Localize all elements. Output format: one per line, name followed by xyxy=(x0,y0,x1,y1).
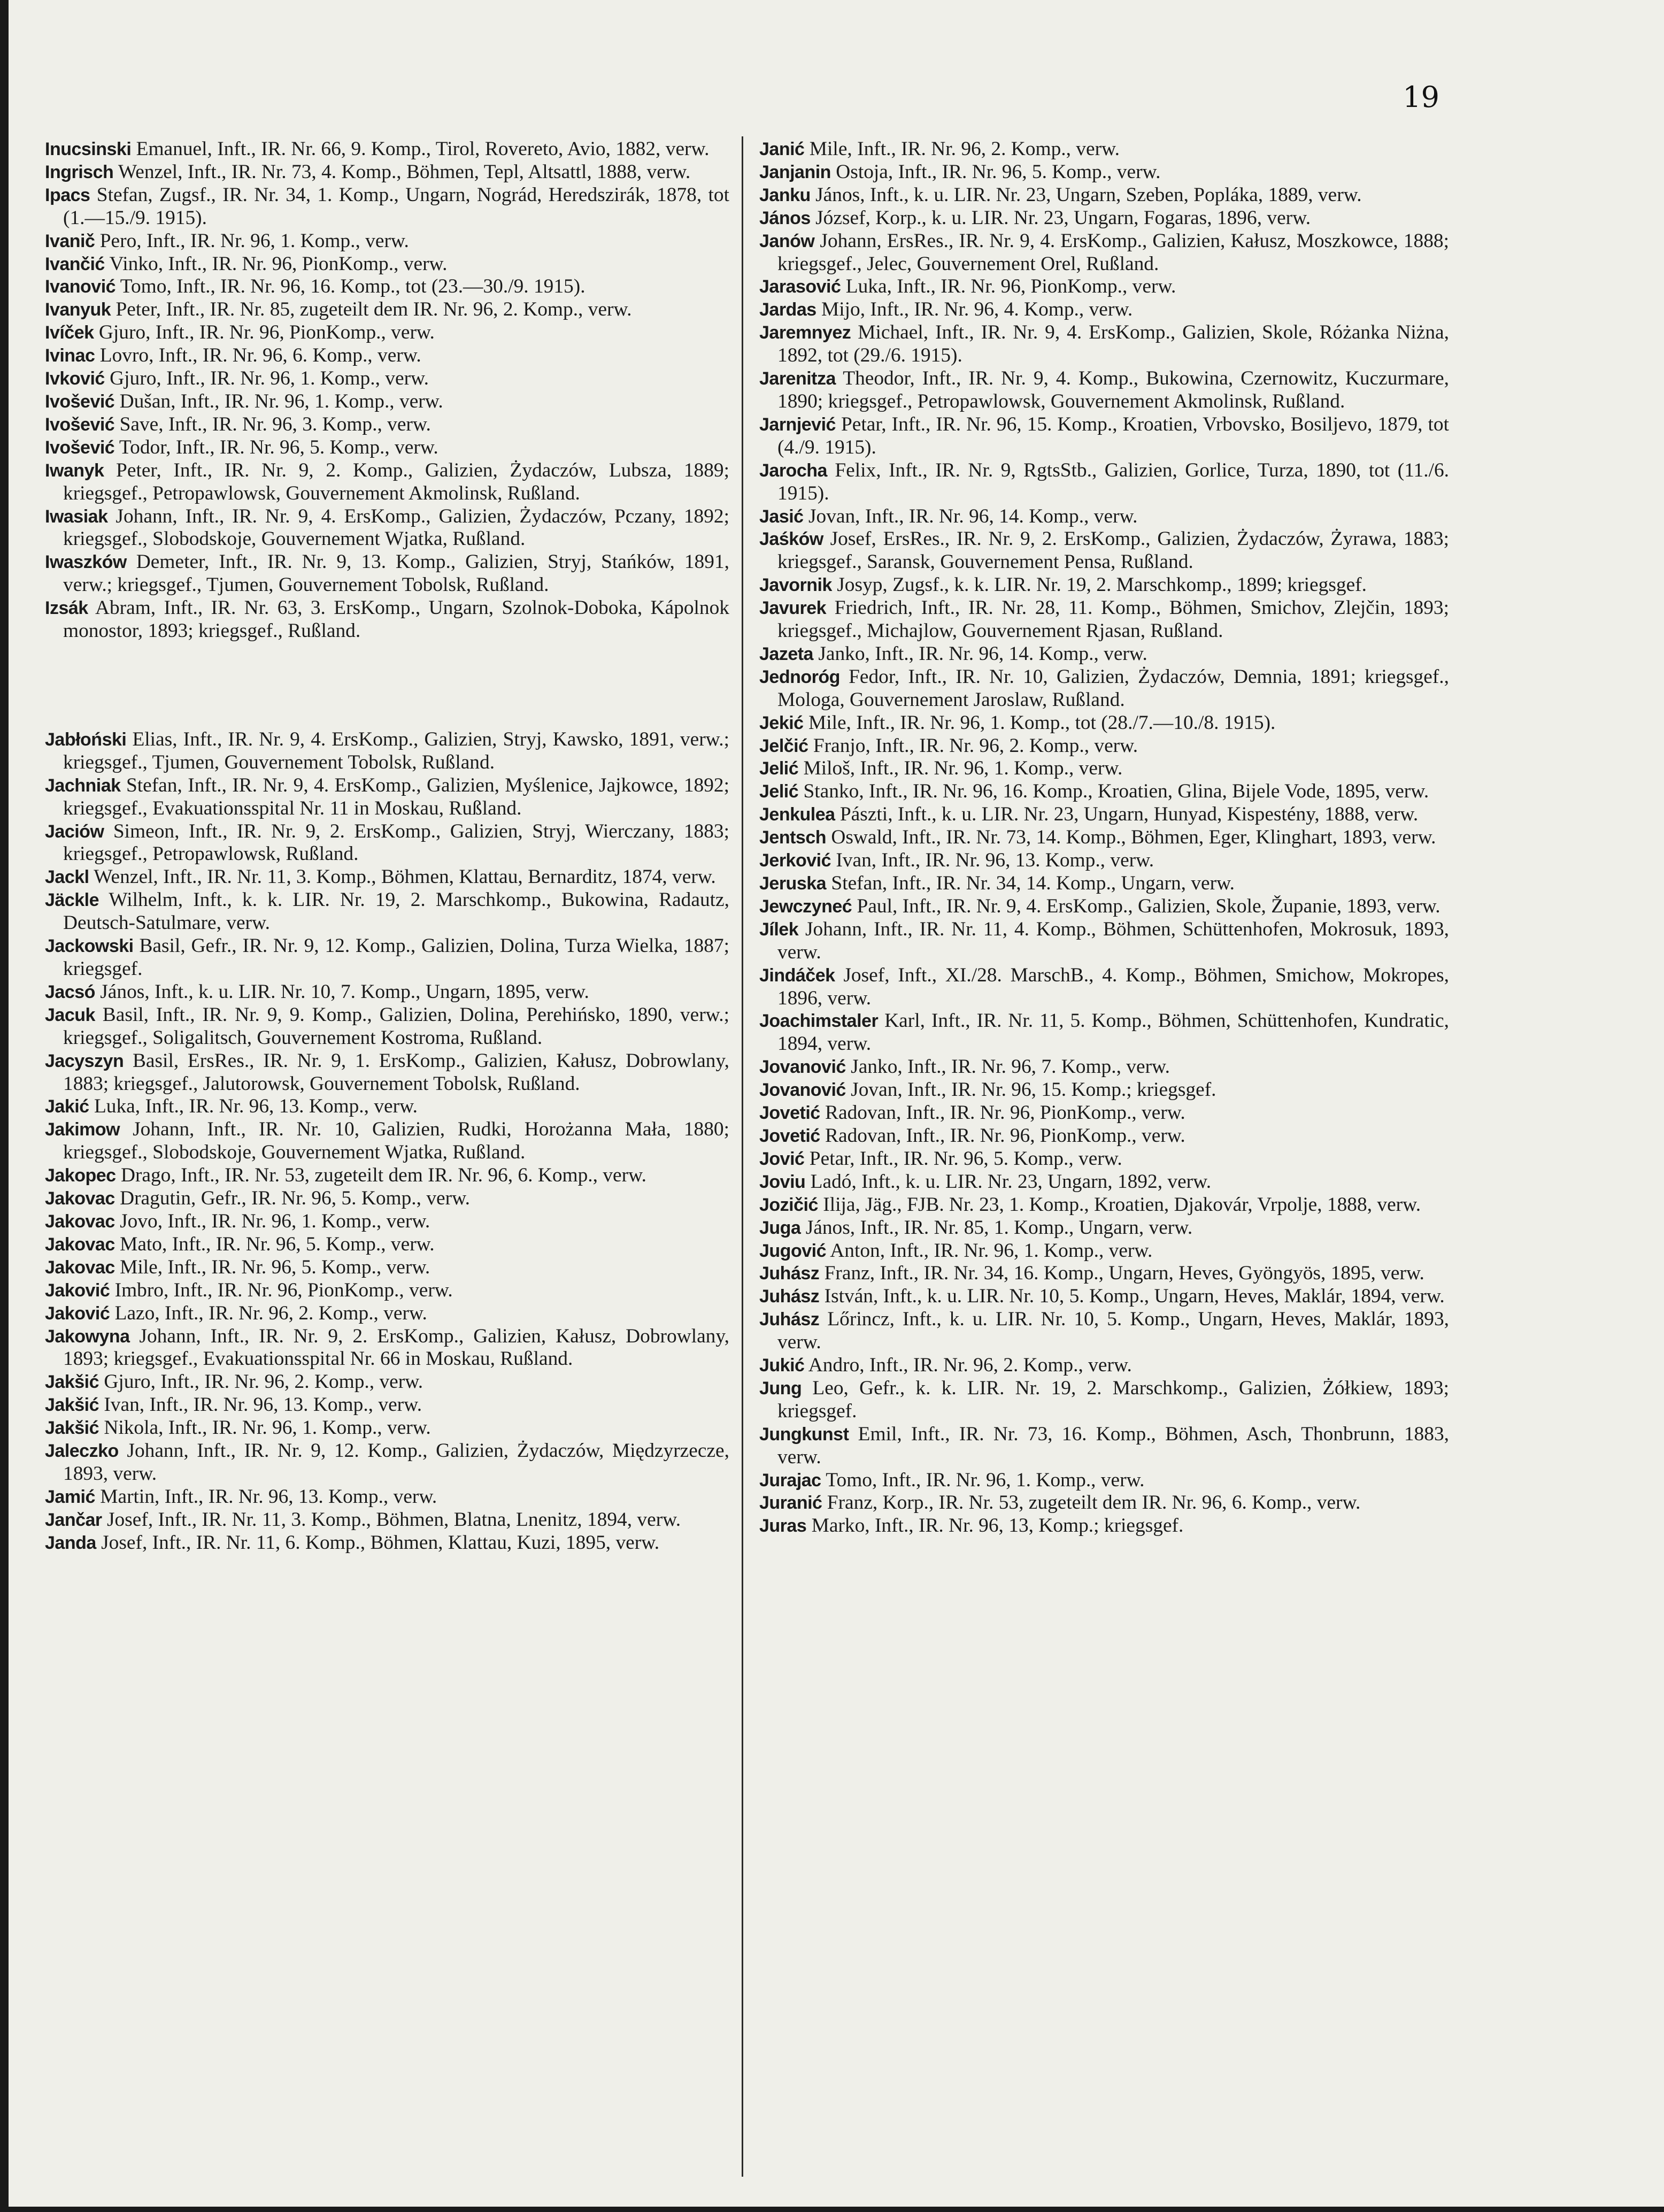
list-item xyxy=(759,1262,1449,1285)
entry-details: Johann, Inft., IR. Nr. 9, 12. Komp., Galizien, Żydaczów, Międzyrzecze, 1893, verw. xyxy=(63,1440,729,1485)
scan-edge-bottom xyxy=(0,2207,1664,2212)
entry-surname: Jaremnyez xyxy=(759,322,851,343)
list-item xyxy=(45,505,729,551)
entry-surname: Ingrisch xyxy=(45,162,114,182)
list-item xyxy=(45,1371,729,1394)
list-item xyxy=(759,321,1449,367)
list-item xyxy=(45,1325,729,1371)
entry-details: Josef, Inft., IR. Nr. 11, 3. Komp., Böhmen, Blatna, Lnenitz, 1894, verw. xyxy=(102,1508,681,1531)
entry-surname: Jakovac xyxy=(45,1234,115,1255)
entry-details: Demeter, Inft., IR. Nr. 9, 13. Komp., Galizien, Stryj, Stańków, 1891, verw.; kriegsgef., Tjumen, Gouvernement Tobolsk, Rußland. xyxy=(63,551,729,596)
entry-surname: Janić xyxy=(759,139,805,159)
entry-details: János, Inft., k. u. LIR. Nr. 10, 7. Komp., Ungarn, 1895, verw. xyxy=(95,980,589,1003)
list-item xyxy=(759,1102,1449,1125)
entry-surname: Jekić xyxy=(759,712,804,733)
entry-details: Emanuel, Inft., IR. Nr. 66, 9. Komp., Tirol, Rovereto, Avio, 1882, verw. xyxy=(131,138,710,160)
list-item xyxy=(759,574,1449,597)
entry-details: Leo, Gefr., k. k. LIR. Nr. 19, 2. Marschkomp., Galizien, Żółkiew, 1893; kriegsgef. xyxy=(777,1377,1449,1422)
entry-details: József, Korp., k. u. LIR. Nr. 23, Ungarn, Fogaras, 1896, verw. xyxy=(810,206,1311,229)
list-item xyxy=(759,643,1449,666)
entry-details: Vinko, Inft., IR. Nr. 96, PionKomp., verw. xyxy=(104,252,448,275)
entry-surname: Jentsch xyxy=(759,827,826,848)
entry-surname: Juhász xyxy=(759,1309,820,1330)
entry-details: János, Inft., k. u. LIR. Nr. 23, Ungarn, Szeben, Popláka, 1889, verw. xyxy=(810,183,1362,206)
entry-details: Franjo, Inft., IR. Nr. 96, 2. Komp., verw. xyxy=(808,734,1138,757)
section-gap xyxy=(45,643,729,728)
list-item xyxy=(45,253,729,276)
entry-surname: Ivanyuk xyxy=(45,299,111,320)
entry-surname: Ivinac xyxy=(45,345,95,366)
list-item xyxy=(759,298,1449,321)
entry-surname: Juga xyxy=(759,1217,801,1238)
entry-surname: Ivančić xyxy=(45,254,105,274)
entry-surname: Jäckle xyxy=(45,890,99,911)
entry-surname: Ivošević xyxy=(45,437,115,458)
entry-surname: Jukić xyxy=(759,1355,805,1376)
entry-surname: Jasić xyxy=(759,506,804,527)
entry-details: Simeon, Inft., IR. Nr. 9, 2. ErsKomp., Galizien, Stryj, Wierczany, 1883; kriegsgef., Petropawlowsk, Rußland. xyxy=(63,820,729,865)
entry-details: Josyp, Zugsf., k. k. LIR. Nr. 19, 2. Marschkomp., 1899; kriegsgef. xyxy=(831,574,1367,596)
list-item xyxy=(759,505,1449,528)
entry-surname: Javurek xyxy=(759,598,827,619)
entry-details: Save, Inft., IR. Nr. 96, 3. Komp., verw. xyxy=(114,413,431,435)
entry-details: Abram, Inft., IR. Nr. 63, 3. ErsKomp., Ungarn, Szolnok-Doboka, Kápolnok monostor, 1893; kriegsgef., Rußland. xyxy=(63,597,729,642)
entry-surname: Jugović xyxy=(759,1240,826,1261)
entry-surname: Jelčić xyxy=(759,735,808,756)
entry-surname: Jarnjević xyxy=(759,414,836,435)
entry-surname: Janjanin xyxy=(759,162,831,182)
list-item xyxy=(45,1256,729,1279)
entry-surname: Jabłoński xyxy=(45,729,127,750)
entry-surname: Jackowski xyxy=(45,936,134,957)
entry-details: Johann, Inft., IR. Nr. 10, Galizien, Rudki, Horożanna Mała, 1880; kriegsgef., Slobodskoje, Gouvernement Wjatka, Rußland. xyxy=(63,1118,729,1164)
entry-details: Karl, Inft., IR. Nr. 11, 5. Komp., Böhmen, Schüttenhofen, Kundratic, 1894, verw. xyxy=(777,1010,1449,1055)
list-item xyxy=(759,230,1449,276)
entry-surname: Jelić xyxy=(759,758,799,779)
entry-surname: Jaković xyxy=(45,1280,110,1301)
list-item xyxy=(759,712,1449,735)
entry-details: János, Inft., IR. Nr. 85, 1. Komp., Ungarn, verw. xyxy=(800,1216,1193,1239)
entry-details: Tomo, Inft., IR. Nr. 96, 1. Komp., verw. xyxy=(821,1469,1145,1491)
entry-surname: Joviu xyxy=(759,1171,806,1192)
list-item xyxy=(759,1079,1449,1102)
entry-details: Josef, Inft., XI./28. MarschB., 4. Komp., Böhmen, Smichow, Mokropes, 1896, verw. xyxy=(777,964,1449,1009)
list-item xyxy=(45,390,729,413)
list-item xyxy=(45,1394,729,1417)
list-item xyxy=(759,1056,1449,1079)
entry-details: Mile, Inft., IR. Nr. 96, 1. Komp., tot (28./7.—10./8. 1915). xyxy=(803,711,1276,734)
entries-group-j xyxy=(45,728,729,1555)
entry-details: Mile, Inft., IR. Nr. 96, 2. Komp., verw. xyxy=(804,138,1120,160)
entry-surname: Jakovac xyxy=(45,1211,115,1232)
list-item xyxy=(45,1486,729,1509)
entry-surname: Jerković xyxy=(759,850,831,871)
entry-surname: Ipacs xyxy=(45,185,90,205)
entry-details: Pero, Inft., IR. Nr. 96, 1. Komp., verw. xyxy=(95,229,409,252)
entry-details: Johann, Inft., IR. Nr. 9, 2. ErsKomp., Galizien, Kałusz, Dobrowlany, 1893; kriegsgef., Evakuationsspital Nr. 66 in Moskau, Rußland. xyxy=(63,1325,729,1370)
entries-group-right xyxy=(759,138,1449,1538)
entry-surname: János xyxy=(759,208,811,228)
entry-details: Jovo, Inft., IR. Nr. 96, 1. Komp., verw. xyxy=(114,1210,430,1232)
entry-details: Ivan, Inft., IR. Nr. 96, 13. Komp., verw. xyxy=(99,1394,422,1416)
entry-surname: Ivošević xyxy=(45,391,115,412)
entry-details: Emil, Inft., IR. Nr. 73, 16. Komp., Böhmen, Asch, Thonbrunn, 1883, verw. xyxy=(777,1423,1449,1468)
list-item xyxy=(759,207,1449,230)
list-item xyxy=(45,774,729,820)
entry-surname: Jančar xyxy=(45,1509,102,1530)
list-item xyxy=(45,1164,729,1187)
entry-details: Stanko, Inft., IR. Nr. 96, 16. Komp., Kroatien, Glina, Bijele Vode, 1895, verw. xyxy=(798,780,1429,803)
entry-details: Imbro, Inft., IR. Nr. 96, PionKomp., verw. xyxy=(110,1279,453,1301)
list-item xyxy=(759,1515,1449,1538)
entry-details: Todor, Inft., IR. Nr. 96, 5. Komp., verw. xyxy=(114,436,438,458)
list-item xyxy=(45,889,729,935)
entry-details: Basil, ErsRes., IR. Nr. 9, 1. ErsKomp., Galizien, Kałusz, Dobrowlany, 1883; kriegsgef., Jalutorowsk, Gouvernement Tobolsk, Rußland. xyxy=(63,1049,729,1095)
list-item xyxy=(45,866,729,889)
entry-surname: Jaković xyxy=(45,1303,110,1324)
entry-surname: Jakowyna xyxy=(45,1326,130,1347)
entry-surname: Jakovac xyxy=(45,1257,115,1278)
entry-details: Wenzel, Inft., IR. Nr. 73, 4. Komp., Böhmen, Tepl, Altsattl, 1888, verw. xyxy=(113,160,691,183)
list-item xyxy=(759,803,1449,826)
entry-surname: Jarasović xyxy=(759,276,841,297)
entry-details: Stefan, Zugsf., IR. Nr. 34, 1. Komp., Ungarn, Nográd, Heredszirák, 1878, tot (1.—15./9. 1915). xyxy=(63,183,729,229)
entry-details: Mijo, Inft., IR. Nr. 96, 4. Komp., verw. xyxy=(816,298,1133,321)
entry-surname: Jeruska xyxy=(759,873,827,894)
entry-surname: Jacsó xyxy=(45,981,95,1002)
list-item xyxy=(45,459,729,505)
entry-surname: Juras xyxy=(759,1516,807,1537)
list-item xyxy=(759,1285,1449,1308)
list-item xyxy=(45,1440,729,1486)
entry-details: Lovro, Inft., IR. Nr. 96, 6. Komp., verw. xyxy=(95,344,421,367)
entry-surname: Juhász xyxy=(759,1286,820,1307)
entry-details: Fedor, Inft., IR. Nr. 10, Galizien, Żydaczów, Demnia, 1891; kriegsgef., Mologa, Gouvernement Jaroslaw, Rußland. xyxy=(777,665,1449,711)
list-item xyxy=(45,1118,729,1164)
entry-surname: Juhász xyxy=(759,1263,820,1284)
entry-details: Radovan, Inft., IR. Nr. 96, PionKomp., verw. xyxy=(820,1124,1185,1147)
list-item xyxy=(759,459,1449,505)
entry-details: Jovan, Inft., IR. Nr. 96, 14. Komp., verw. xyxy=(803,505,1138,527)
entry-surname: Ivošević xyxy=(45,414,115,435)
entry-details: Jovan, Inft., IR. Nr. 96, 15. Komp.; kriegsgef. xyxy=(845,1079,1216,1101)
entry-details: Stefan, Inft., IR. Nr. 9, 4. ErsKomp., Galizien, Myślenice, Jajkowce, 1892; kriegsgef., Evakuationsspital Nr. 11 in Moskau, Rußland. xyxy=(63,774,729,819)
list-item xyxy=(759,138,1449,161)
entry-surname: Jovanović xyxy=(759,1080,846,1101)
entry-details: Johann, ErsRes., IR. Nr. 9, 4. ErsKomp., Galizien, Kałusz, Moszkowce, 1888; kriegsgef., Jelec, Gouvernement Orel, Rußland. xyxy=(777,229,1449,275)
entry-surname: Juranić xyxy=(759,1493,822,1514)
entry-surname: Jílek xyxy=(759,919,799,940)
entry-details: Dušan, Inft., IR. Nr. 96, 1. Komp., verw. xyxy=(114,390,443,412)
list-item xyxy=(45,1279,729,1302)
list-item xyxy=(45,344,729,367)
list-item xyxy=(759,826,1449,849)
entry-details: Petar, Inft., IR. Nr. 96, 15. Komp., Kroatien, Vrbovsko, Bosiljevo, 1879, tot (4./9. 1915). xyxy=(777,413,1449,458)
entry-details: Marko, Inft., IR. Nr. 96, 13, Komp.; kriegsgef. xyxy=(806,1515,1184,1537)
list-item xyxy=(759,597,1449,643)
entry-details: Gjuro, Inft., IR. Nr. 96, 1. Komp., verw. xyxy=(104,367,429,390)
entry-surname: Jovetić xyxy=(759,1125,820,1146)
page-number: 19 xyxy=(1403,80,1439,114)
entry-surname: Ivanović xyxy=(45,276,116,297)
entry-details: Franz, Inft., IR. Nr. 34, 16. Komp., Ungarn, Heves, Gyöngyös, 1895, verw. xyxy=(819,1262,1424,1285)
list-item xyxy=(759,528,1449,574)
entry-details: Michael, Inft., IR. Nr. 9, 4. ErsKomp., Galizien, Skole, Różanka Niżna, 1892, tot (29./6. 1915). xyxy=(777,321,1449,367)
entry-details: Ilija, Jäg., FJB. Nr. 23, 1. Komp., Kroatien, Djakovár, Vrpolje, 1888, verw. xyxy=(818,1193,1421,1216)
entries-group-i xyxy=(45,138,729,643)
entry-surname: Inucsinski xyxy=(45,139,132,159)
list-item xyxy=(759,918,1449,964)
left-column xyxy=(45,138,729,1555)
list-item xyxy=(45,981,729,1004)
list-item xyxy=(759,1240,1449,1263)
list-item xyxy=(45,1004,729,1050)
entry-details: Josef, Inft., IR. Nr. 11, 6. Komp., Böhmen, Klattau, Kuzi, 1895, verw. xyxy=(96,1531,660,1554)
entry-details: Lőrincz, Inft., k. u. LIR. Nr. 10, 5. Komp., Ungarn, Heves, Maklár, 1893, verw. xyxy=(777,1308,1449,1354)
scan-edge-left xyxy=(0,0,9,2212)
entry-surname: Joachimstaler xyxy=(759,1011,879,1032)
entry-surname: Jaśków xyxy=(759,529,823,550)
entry-details: Gjuro, Inft., IR. Nr. 96, PionKomp., verw. xyxy=(94,321,435,344)
list-item xyxy=(45,436,729,459)
list-item xyxy=(45,1095,729,1118)
entry-details: Basil, Gefr., IR. Nr. 9, 12. Komp., Galizien, Dolina, Turza Wielka, 1887; kriegsgef. xyxy=(63,935,729,980)
list-item xyxy=(759,413,1449,459)
entry-surname: Jachniak xyxy=(45,775,121,796)
entry-details: Stefan, Inft., IR. Nr. 34, 14. Komp., Ungarn, verw. xyxy=(826,872,1235,894)
entry-surname: Jakšić xyxy=(45,1372,99,1393)
entry-surname: Jardas xyxy=(759,299,816,320)
entry-surname: Jarenitza xyxy=(759,368,836,389)
entry-surname: Jakovac xyxy=(45,1188,115,1209)
list-item xyxy=(45,367,729,390)
list-item xyxy=(45,1532,729,1555)
entry-surname: Jackl xyxy=(45,867,89,888)
column-divider xyxy=(742,136,743,2177)
entry-surname: Janku xyxy=(759,185,811,205)
list-item xyxy=(45,1302,729,1325)
entry-surname: Iwanyk xyxy=(45,460,104,481)
entry-surname: Jakimow xyxy=(45,1119,120,1140)
list-item xyxy=(759,1171,1449,1194)
list-item xyxy=(759,666,1449,712)
entry-details: Elias, Inft., IR. Nr. 9, 4. ErsKomp., Galizien, Stryj, Kawsko, 1891, verw.; kriegsgef., Tjumen, Gouvernement Tobolsk, Rußland. xyxy=(63,728,729,773)
list-item xyxy=(759,1492,1449,1515)
entry-details: Wilhelm, Inft., k. k. LIR. Nr. 19, 2. Marschkomp., Bukowina, Radautz, Deutsch-Satulmare, verw. xyxy=(63,889,729,934)
list-item xyxy=(45,935,729,981)
entry-surname: Jelić xyxy=(759,781,799,802)
entry-details: Felix, Inft., IR. Nr. 9, RgtsStb., Galizien, Gorlice, Turza, 1890, tot (11./6. 1915). xyxy=(777,459,1449,504)
entry-surname: Jakšić xyxy=(45,1418,99,1439)
entry-surname: Janów xyxy=(759,231,815,251)
right-column xyxy=(759,138,1449,1538)
entry-details: Ladó, Inft., k. u. LIR. Nr. 23, Ungarn, 1892, verw. xyxy=(805,1170,1212,1193)
entry-surname: Ivíček xyxy=(45,322,94,343)
list-item xyxy=(759,780,1449,803)
entry-details: Johann, Inft., IR. Nr. 11, 4. Komp., Böhmen, Schüttenhofen, Mokrosuk, 1893, verw. xyxy=(777,918,1449,963)
list-item xyxy=(45,184,729,230)
list-item xyxy=(759,1010,1449,1056)
list-item xyxy=(45,275,729,298)
entry-details: Paul, Inft., IR. Nr. 9, 4. ErsKomp., Galizien, Skole, Županie, 1893, verw. xyxy=(852,895,1440,917)
entry-details: Peter, Inft., IR. Nr. 9, 2. Komp., Galizien, Żydaczów, Lubsza, 1889; kriegsgef., Petropawlowsk, Gouvernement Akmolinsk, Rußland. xyxy=(63,459,729,504)
entry-surname: Jednoróg xyxy=(759,666,840,687)
entry-details: Wenzel, Inft., IR. Nr. 11, 3. Komp., Böhmen, Klattau, Bernarditz, 1874, verw. xyxy=(89,866,716,888)
entry-surname: Javornik xyxy=(759,575,832,596)
entry-surname: Jung xyxy=(759,1378,802,1399)
entry-surname: Jaciów xyxy=(45,821,104,842)
entry-details: Mile, Inft., IR. Nr. 96, 5. Komp., verw. xyxy=(114,1256,430,1278)
list-item xyxy=(45,321,729,344)
entry-surname: Jaleczko xyxy=(45,1441,119,1462)
list-item xyxy=(759,964,1449,1010)
list-item xyxy=(45,413,729,436)
entry-surname: Jovetić xyxy=(759,1103,820,1124)
entry-surname: Jacuk xyxy=(45,1004,95,1025)
entry-surname: Izsák xyxy=(45,598,88,619)
entry-surname: Jacyszyn xyxy=(45,1050,124,1071)
entry-details: Dragutin, Gefr., IR. Nr. 96, 5. Komp., verw. xyxy=(114,1187,471,1210)
list-item xyxy=(45,597,729,643)
entry-details: Radovan, Inft., IR. Nr. 96, PionKomp., verw. xyxy=(820,1102,1185,1124)
entry-details: Friedrich, Inft., IR. Nr. 28, 11. Komp., Böhmen, Smichov, Zlejčin, 1893; kriegsgef., Michajlow, Gouvernement Rjasan, Rußland. xyxy=(777,597,1449,642)
entry-details: Luka, Inft., IR. Nr. 96, 13. Komp., verw. xyxy=(89,1095,418,1118)
entry-surname: Iwasiak xyxy=(45,506,108,527)
entry-surname: Jakić xyxy=(45,1096,89,1117)
list-item xyxy=(759,367,1449,413)
list-item xyxy=(759,1217,1449,1240)
entry-details: Ostoja, Inft., IR. Nr. 96, 5. Komp., verw. xyxy=(830,160,1161,183)
list-item xyxy=(759,1423,1449,1469)
entry-details: Janko, Inft., IR. Nr. 96, 14. Komp., verw. xyxy=(813,642,1147,665)
list-item xyxy=(759,735,1449,758)
entry-details: Basil, Inft., IR. Nr. 9, 9. Komp., Galizien, Dolina, Perehińsko, 1890, verw.; kriegsgef., Soligalitsch, Gouvernement Kostroma, Rußland. xyxy=(63,1003,729,1049)
list-item xyxy=(759,275,1449,298)
list-item xyxy=(759,872,1449,895)
entry-surname: Ivković xyxy=(45,368,105,389)
entry-surname: Janda xyxy=(45,1532,96,1553)
list-item xyxy=(759,184,1449,207)
list-item xyxy=(759,1377,1449,1423)
entry-surname: Jakopec xyxy=(45,1165,116,1186)
list-item xyxy=(759,1469,1449,1492)
list-item xyxy=(45,161,729,184)
entry-details: Andro, Inft., IR. Nr. 96, 2. Komp., verw. xyxy=(804,1354,1132,1377)
list-item xyxy=(45,1417,729,1440)
list-item xyxy=(45,230,729,253)
entry-surname: Jović xyxy=(759,1148,805,1169)
entry-details: Luka, Inft., IR. Nr. 96, PionKomp., verw. xyxy=(841,275,1176,298)
list-item xyxy=(759,1148,1449,1171)
list-item xyxy=(759,1194,1449,1217)
list-item xyxy=(759,757,1449,780)
list-item xyxy=(759,1308,1449,1354)
entry-details: Theodor, Inft., IR. Nr. 9, 4. Komp., Bukowina, Czernowitz, Kuczurmare, 1890; kriegsgef., Petropawlowsk, Gouvernement Akmolinsk, Rußland. xyxy=(777,367,1449,412)
entry-details: Ivan, Inft., IR. Nr. 96, 13. Komp., verw. xyxy=(831,849,1154,872)
entry-details: Miloš, Inft., IR. Nr. 96, 1. Komp., verw. xyxy=(798,757,1123,780)
entry-surname: Jurajac xyxy=(759,1470,821,1491)
entry-details: Martin, Inft., IR. Nr. 96, 13. Komp., verw. xyxy=(95,1485,437,1508)
entry-details: Mato, Inft., IR. Nr. 96, 5. Komp., verw. xyxy=(114,1233,435,1255)
entry-surname: Jindáček xyxy=(759,965,835,986)
list-item xyxy=(45,1187,729,1210)
entry-details: Petar, Inft., IR. Nr. 96, 5. Komp., verw. xyxy=(804,1147,1122,1170)
entry-surname: Jarocha xyxy=(759,460,827,481)
entry-details: Tomo, Inft., IR. Nr. 96, 16. Komp., tot (23.—30./9. 1915). xyxy=(115,275,586,298)
entry-surname: Jazeta xyxy=(759,643,813,664)
list-item xyxy=(759,1125,1449,1148)
list-item xyxy=(45,298,729,321)
list-item xyxy=(759,895,1449,918)
list-item xyxy=(759,849,1449,872)
entry-surname: Jakšić xyxy=(45,1395,99,1416)
entry-details: Gjuro, Inft., IR. Nr. 96, 2. Komp., verw. xyxy=(99,1371,423,1393)
list-item xyxy=(45,1509,729,1532)
entry-details: Nikola, Inft., IR. Nr. 96, 1. Komp., verw. xyxy=(99,1417,431,1439)
list-item xyxy=(759,1354,1449,1377)
entry-surname: Ivanič xyxy=(45,231,95,251)
entry-details: Pászti, Inft., k. u. LIR. Nr. 23, Ungarn, Hunyad, Kispestény, 1888, verw. xyxy=(835,803,1419,826)
list-item xyxy=(45,1210,729,1233)
entry-details: Janko, Inft., IR. Nr. 96, 7. Komp., verw. xyxy=(845,1056,1170,1078)
entry-details: Peter, Inft., IR. Nr. 85, zugeteilt dem IR. Nr. 96, 2. Komp., verw. xyxy=(111,298,632,321)
entry-details: Drago, Inft., IR. Nr. 53, zugeteilt dem IR. Nr. 96, 6. Komp., verw. xyxy=(115,1164,646,1187)
entry-surname: Jenkulea xyxy=(759,804,835,825)
entry-surname: Jamić xyxy=(45,1486,95,1507)
entry-surname: Jungkunst xyxy=(759,1424,849,1445)
entry-details: Oswald, Inft., IR. Nr. 73, 14. Komp., Böhmen, Eger, Klinghart, 1893, verw. xyxy=(826,826,1436,849)
list-item xyxy=(45,551,729,597)
entry-surname: Jovanović xyxy=(759,1057,846,1078)
entry-details: Johann, Inft., IR. Nr. 9, 4. ErsKomp., Galizien, Żydaczów, Pczany, 1892; kriegsgef., Slobodskoje, Gouvernement Wjatka, Rußland. xyxy=(63,505,729,550)
list-item xyxy=(759,161,1449,184)
entry-details: Josef, ErsRes., IR. Nr. 9, 2. ErsKomp., Galizien, Żydaczów, Żyrawa, 1883; kriegsgef., Saransk, Gouvernement Pensa, Rußland. xyxy=(777,528,1449,573)
list-item xyxy=(45,1050,729,1096)
list-item xyxy=(45,728,729,774)
entry-surname: Jozičić xyxy=(759,1194,818,1215)
entry-details: István, Inft., k. u. LIR. Nr. 10, 5. Komp., Ungarn, Heves, Maklár, 1894, verw. xyxy=(819,1285,1445,1308)
list-item xyxy=(45,820,729,866)
entry-details: Lazo, Inft., IR. Nr. 96, 2. Komp., verw. xyxy=(110,1302,427,1324)
list-item xyxy=(45,138,729,161)
entry-surname: Jewczyneć xyxy=(759,896,852,917)
list-item xyxy=(45,1233,729,1256)
entry-details: Anton, Inft., IR. Nr. 96, 1. Komp., verw. xyxy=(826,1239,1153,1262)
entry-details: Franz, Korp., IR. Nr. 53, zugeteilt dem IR. Nr. 96, 6. Komp., verw. xyxy=(822,1492,1361,1514)
entry-surname: Iwaszków xyxy=(45,552,127,573)
